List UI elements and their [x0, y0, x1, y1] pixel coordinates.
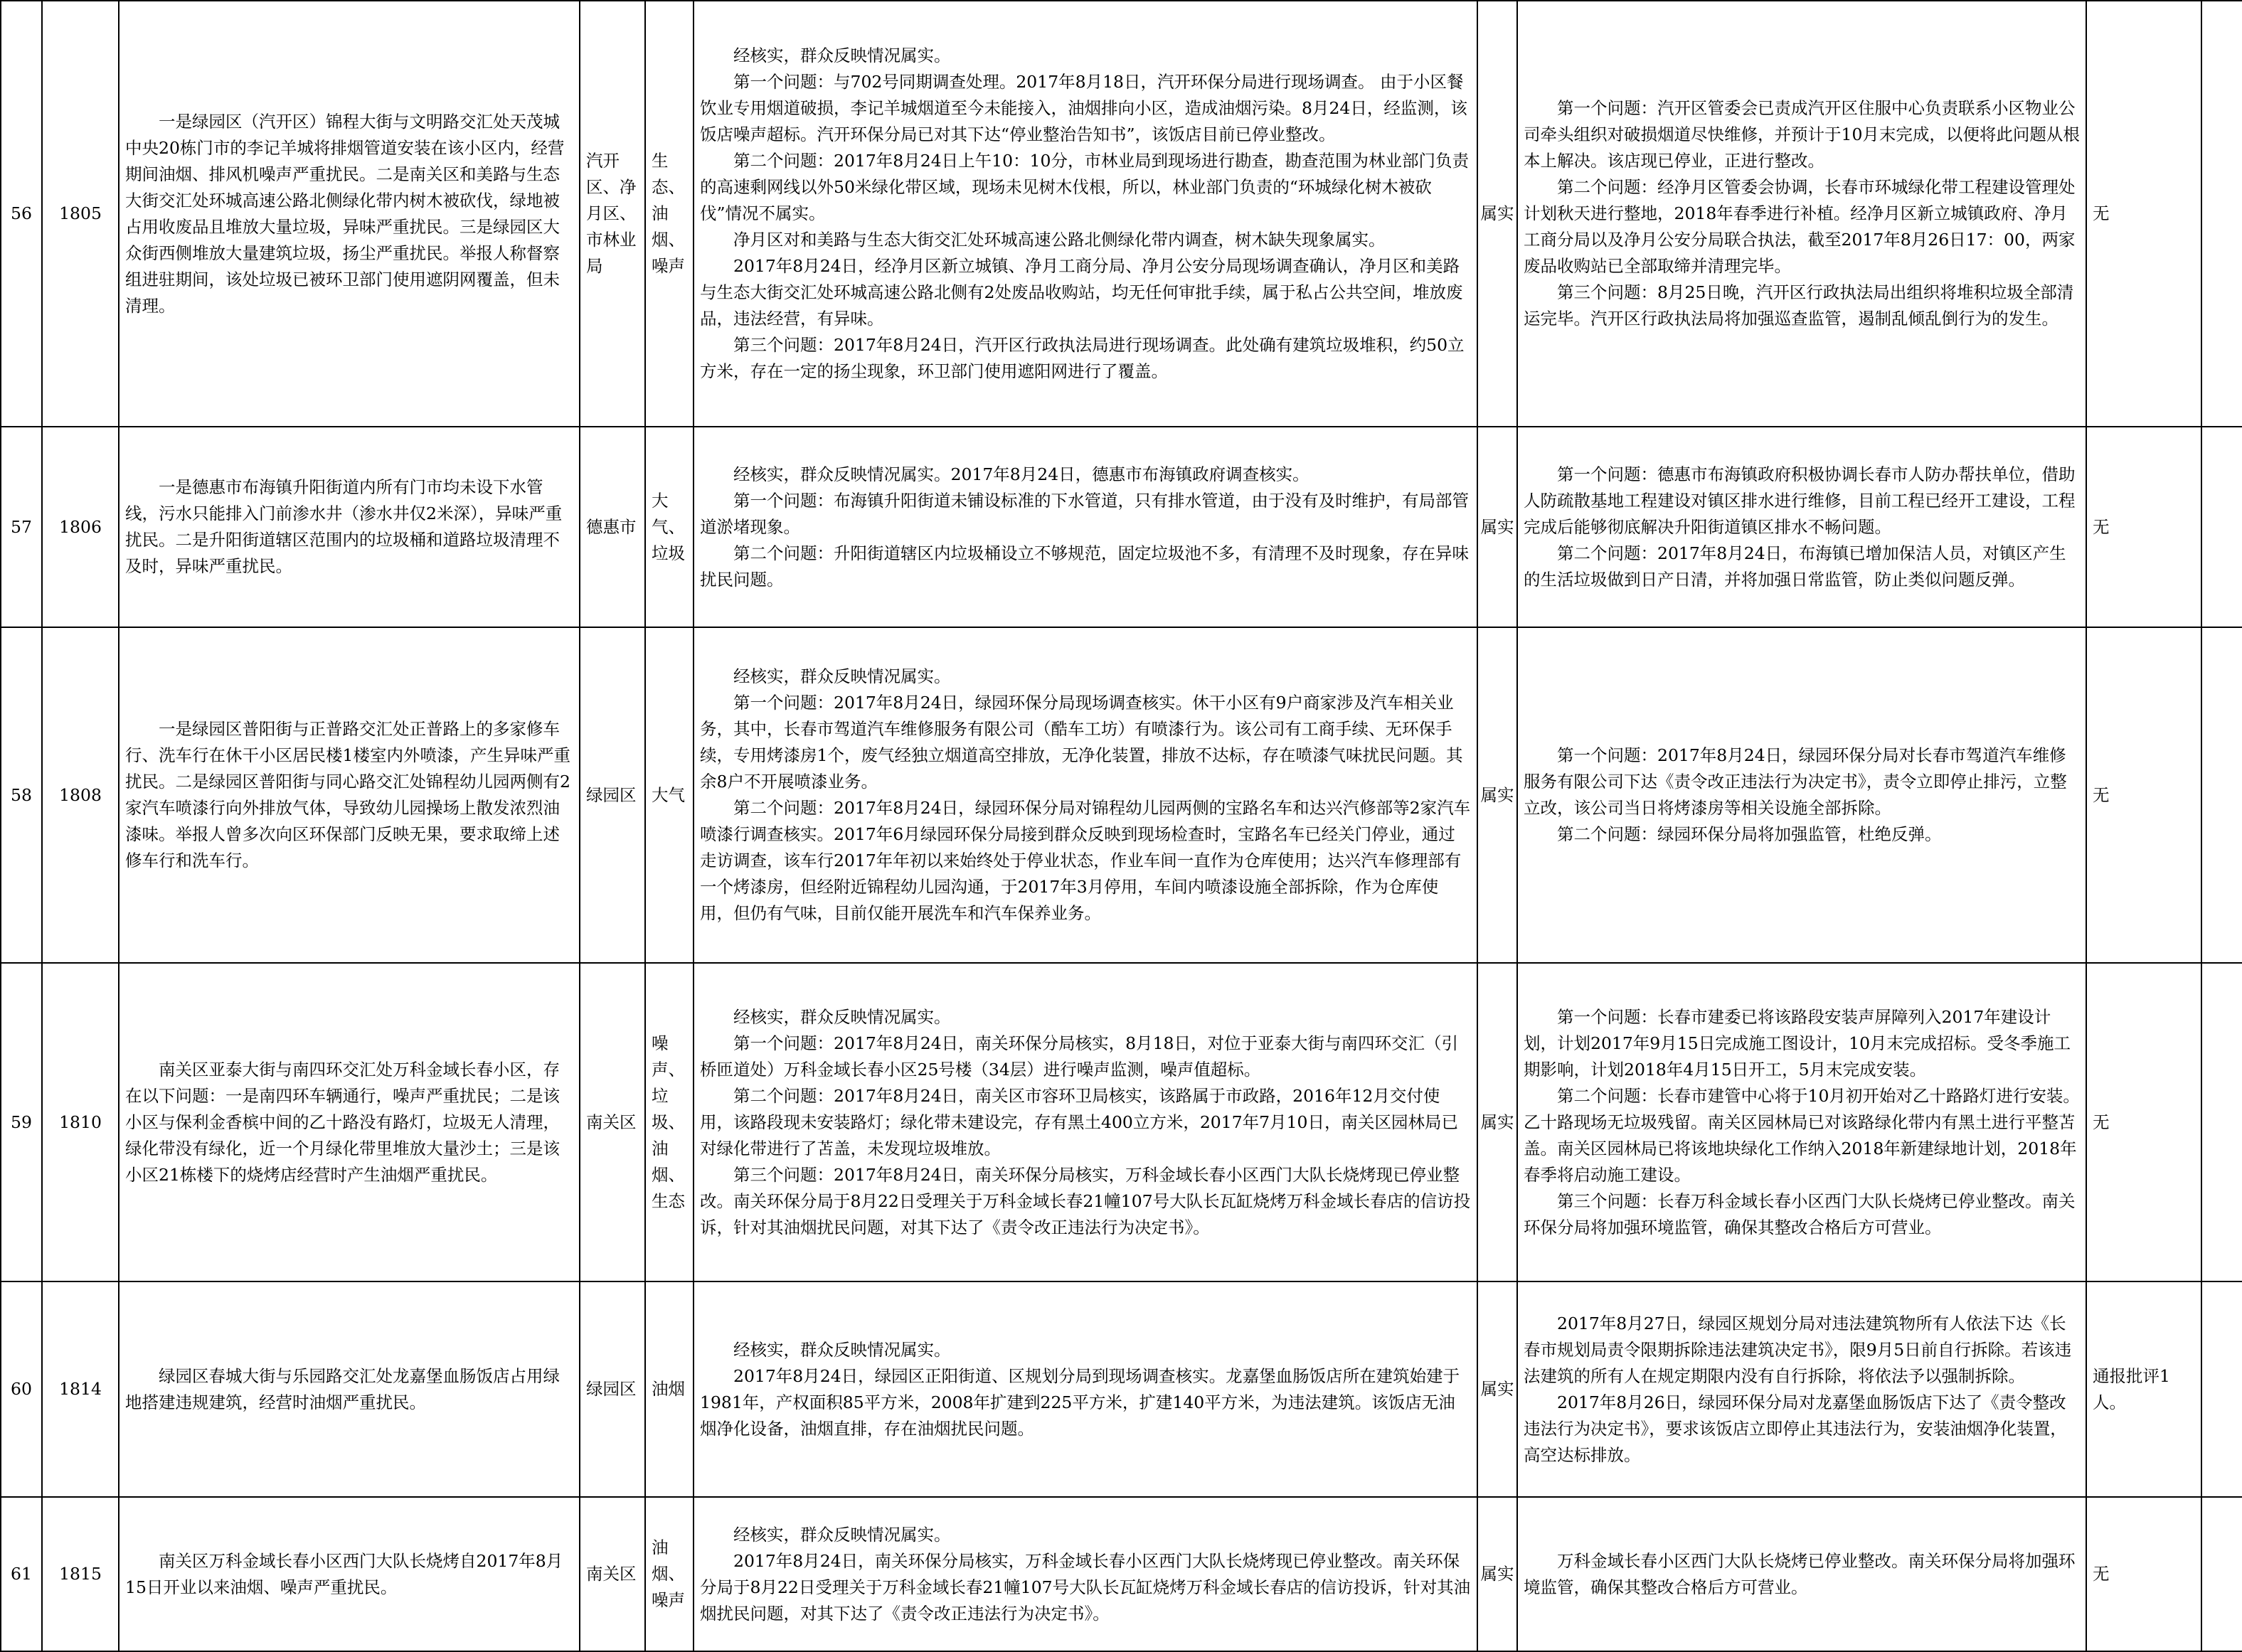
complaint-id: 1805	[42, 1, 119, 427]
row-number: 57	[1, 427, 42, 627]
verification-result: 属实	[1477, 427, 1517, 627]
rectification-paragraph: 第一个问题：2017年8月24日，绿园环保分局对长春市驾道汽车维修服务有限公司下达《责令改正违法行为决定书》，责令立即停止排污，立整立改，该公司当日将烤漆房等相关设施全部拆除。	[1524, 745, 2067, 818]
complaint-text	[119, 627, 580, 963]
complaint-id: 1815	[42, 1497, 119, 1651]
complaint-id: 1806	[42, 427, 119, 627]
verification-result: 属实	[1477, 1, 1517, 427]
pollution-type-text: 大气、垃圾	[652, 490, 685, 563]
district-text: 德惠市	[586, 516, 637, 537]
verification-paragraph: 第二个问题：2017年8月24日上午10：10分，市林业局到现场进行勘查，勘查范围为林业部门负责的高速剩网线以外50米绿化带区域，现场未见树木伐根，所以，林业部门负责的“环城绿化树木被砍伐”情况不属实。	[700, 151, 1469, 223]
verification-result: 属实	[1477, 627, 1517, 963]
pollution-type-text: 生态、油烟、噪声	[652, 151, 685, 276]
verification-paragraph: 第一个问题：2017年8月24日，南关环保分局核实，8月18日，对位于亚泰大街与南四环交汇（引桥匝道处）万科金域长春小区25号楼（34层）进行噪声监测，噪声值超标。	[700, 1033, 1459, 1080]
complaint-paragraph: 南关区万科金域长春小区西门大队长烧烤自2017年8月15日开业以来油烟、噪声严重扰民。	[125, 1550, 563, 1597]
accountability-cell: 通报批评1人。	[2086, 1281, 2201, 1497]
verification-paragraph: 2017年8月24日，绿园区正阳街道、区规划分局到现场调查核实。龙嘉堡血肠饭店所在建筑始建于1981年，产权面积85平方米，2008年扩建到225平方米，扩建140平方米，为违法建筑。该饭店无油烟净化设备，油烟直排，存在油烟扰民问题。	[700, 1365, 1460, 1439]
rectification-paragraph: 2017年8月26日，绿园环保分局对龙嘉堡血肠饭店下达了《责令整改违法行为决定书》，要求该饭店立即停止其违法行为，安装油烟净化装置，高空达标排放。	[1524, 1392, 2067, 1465]
district-text: 绿园区	[586, 1379, 637, 1399]
verification-cell	[694, 963, 1477, 1281]
rectification-paragraph: 第三个问题：长春万科金域长春小区西门大队长烧烤已停业整改。南关环保分局将加强环境监管，确保其整改合格后方可营业。	[1524, 1190, 2076, 1237]
verification-paragraph: 2017年8月24日，南关环保分局核实，万科金域长春小区西门大队长烧烤现已停业整改。南关环保分局于8月22日受理关于万科金域长春21幢107号大队长瓦缸烧烤万科金域长春店的信访投诉，针对其油烟扰民问题，对其下达了《责令改正违法行为决定书》。	[700, 1550, 1471, 1624]
district-cell	[580, 1, 645, 427]
rectification-cell	[1517, 627, 2086, 963]
verification-paragraph: 第一个问题：2017年8月24日，绿园环保分局现场调查核实。休干小区有9户商家涉及汽车相关业务，其中，长春市驾道汽车维修服务有限公司（酷车工坊）有喷漆行为。该公司有工商手续、无环保手续，专用烤漆房1个，废气经独立烟道高空排放，无净化装置，排放不达标，存在喷漆气味扰民问题。其余8户不开展喷漆业务。	[700, 693, 1463, 792]
table-row	[1, 1281, 2242, 1497]
verification-paragraph: 经核实，群众反映情况属实。	[733, 1006, 951, 1027]
district-text: 绿园区	[586, 784, 637, 805]
rectification-cell	[1517, 427, 2086, 627]
complaint-paragraph: 绿园区春城大街与乐园路交汇处龙嘉堡血肠饭店占用绿地搭建违规建筑，经营时油烟严重扰民。	[125, 1365, 560, 1412]
pollution-type-cell	[645, 963, 694, 1281]
district-cell	[580, 963, 645, 1281]
verification-cell	[694, 1281, 1477, 1497]
verification-paragraph: 净月区对和美路与生态大街交汇处环城高速公路北侧绿化带内调查，树木缺失现象属实。	[733, 230, 1386, 250]
complaint-text	[119, 1, 580, 427]
rectification-paragraph: 万科金域长春小区西门大队长烧烤已停业整改。南关环保分局将加强环境监管，确保其整改合格后方可营业。	[1524, 1550, 2076, 1597]
rectification-cell	[1517, 1497, 2086, 1651]
row-number: 61	[1, 1497, 42, 1651]
table-body	[1, 1, 2242, 1651]
verification-paragraph: 第一个问题：与702号同期调查处理。2017年8月18日，汽开环保分局进行现场调查。 由于小区餐饮业专用烟道破损，李记羊城烟道至今未能接入，油烟排向小区，造成油烟污染。8月24日，经监测，该饭店噪声超标。汽开环保分局已对其下达“停业整治告知书”，该饭店目前已停业整改。	[700, 72, 1467, 144]
pollution-type-cell	[645, 1281, 694, 1497]
rectification-paragraph: 第一个问题：德惠市布海镇政府积极协调长春市人防办帮扶单位，借助人防疏散基地工程建设对镇区排水进行维修，目前工程已经开工建设，工程完成后能够彻底解决升阳街道镇区排水不畅问题。	[1524, 464, 2076, 537]
pollution-type-cell	[645, 1, 694, 427]
verification-paragraph: 经核实，群众反映情况属实。	[733, 1524, 951, 1545]
rectification-cell	[1517, 1, 2086, 427]
accountability-cell: 无	[2086, 1, 2201, 427]
verification-cell	[694, 427, 1477, 627]
rectification-paragraph: 2017年8月27日，绿园区规划分局对违法建筑物所有人依法下达《长春市规划局责令限期拆除违法建筑决定书》，限9月5日前自行拆除。若该违法建筑的所有人在规定期限内没有自行拆除，将依法予以强制拆除。	[1524, 1313, 2072, 1386]
pollution-type-text: 噪声、垃圾、油烟、生态	[652, 1033, 685, 1211]
rectification-paragraph: 第二个问题：长春市建管中心将于10月初开始对乙十路路灯进行安装。乙十路现场无垃圾残留。南关区园林局已对该路绿化带内有黑土进行平整苫盖。南关区园林局已将该地块绿化工作纳入2018年新建绿地计划，2018年春季将启动施工建设。	[1524, 1085, 2080, 1185]
rectification-paragraph: 第二个问题：经净月区管委会协调，长春市环城绿化带工程建设管理处计划秋天进行整地，2018年春季进行补植。经净月区新立城镇政府、净月工商分局以及净月公安分局联合执法，截至2017年8月26日17：00，两家废品收购站已全部取缔并清理完毕。	[1524, 177, 2076, 276]
verification-paragraph: 第二个问题：2017年8月24日，绿园环保分局对锦程幼儿园两侧的宝路名车和达兴汽修部等2家汽车喷漆行调查核实。2017年6月绿园环保分局接到群众反映到现场检查时，宝路名车已经关门停业，通过走访调查，该车行2017年年初以来始终处于停业状态，作业车间一直作为仓库使用；达兴汽车修理部有一个烤漆房，但经附近锦程幼儿园沟通，于2017年3月停用，车间内喷漆设施全部拆除，作为仓库使用，但仍有气味，目前仅能开展洗车和汽车保养业务。	[700, 798, 1471, 923]
rectification-paragraph: 第一个问题：汽开区管委会已责成汽开区住服中心负责联系小区物业公司牵头组织对破损烟道尽快维修，并预计于10月末完成，以便将此问题从根本上解决。该店现已停业，正进行整改。	[1524, 98, 2080, 171]
complaint-text	[119, 427, 580, 627]
accountability-cell: 无	[2086, 1497, 2201, 1651]
verification-paragraph: 经核实，群众反映情况属实。	[733, 46, 951, 65]
remark-cell	[2201, 627, 2242, 963]
complaint-text	[119, 1497, 580, 1651]
rectification-cell	[1517, 963, 2086, 1281]
table-row	[1, 1, 2242, 427]
verification-paragraph: 经核实，群众反映情况属实。	[733, 1339, 951, 1360]
complaint-id: 1810	[42, 963, 119, 1281]
table-row	[1, 627, 2242, 963]
complaint-paragraph: 一是绿园区（汽开区）锦程大街与文明路交汇处天茂城中央20栋门市的李记羊城将排烟管道安装在该小区内，经营期间油烟、排风机噪声严重扰民。二是南关区和美路与生态大街交汇处环城高速公路北侧绿化带内树木被砍伐，绿地被占用收废品且堆放大量垃圾，异味严重扰民。三是绿园区大众街西侧堆放大量建筑垃圾，扬尘严重扰民。举报人称督察组进驻期间，该处垃圾已被环卫部门使用遮阴网覆盖，但未清理。	[125, 111, 565, 316]
rectification-paragraph: 第二个问题：绿园环保分局将加强监管，杜绝反弹。	[1557, 824, 1942, 844]
table-row	[1, 427, 2242, 627]
verification-paragraph: 2017年8月24日，经净月区新立城镇、净月工商分局、净月公安分局现场调查确认，净月区和美路与生态大街交汇处环城高速公路北侧有2处废品收购站，均无任何审批手续，属于私占公共空间，堆放废品，违法经营，有异味。	[700, 256, 1463, 329]
pollution-type-cell	[645, 627, 694, 963]
verification-paragraph: 第二个问题：2017年8月24日，南关区市容环卫局核实，该路属于市政路，2016年12月交付使用，该路段现未安装路灯；绿化带未建设完，存有黑土400立方米，2017年7月10日，南关区园林局已对绿化带进行了苫盖，未发现垃圾堆放。	[700, 1085, 1459, 1158]
remark-cell	[2201, 1281, 2242, 1497]
table-row	[1, 1497, 2242, 1651]
complaint-text	[119, 1281, 580, 1497]
pollution-type-cell	[645, 1497, 694, 1651]
accountability-cell: 无	[2086, 427, 2201, 627]
rectification-paragraph: 第一个问题：长春市建委已将该路段安装声屏障列入2017年建设计划，计划2017年9月15日完成施工图设计，10月末完成招标。受冬季施工期影响，计划2018年4月15日开工，5月末完成安装。	[1524, 1006, 2071, 1080]
rectification-paragraph: 第三个问题：8月25日晚，汽开区行政执法局出组织将堆积垃圾全部清运完毕。汽开区行政执法局将加强巡查监管，遏制乱倾乱倒行为的发生。	[1524, 282, 2074, 329]
row-number: 59	[1, 963, 42, 1281]
complaint-id: 1808	[42, 627, 119, 963]
verification-paragraph: 第三个问题：2017年8月24日，汽开区行政执法局进行现场调查。此处确有建筑垃圾堆积，约50立方米，存在一定的扬尘现象，环卫部门使用遮阳网进行了覆盖。	[700, 335, 1465, 381]
verification-result: 属实	[1477, 1497, 1517, 1651]
verification-paragraph: 经核实，群众反映情况属实。2017年8月24日，德惠市布海镇政府调查核实。	[733, 464, 1309, 484]
verification-cell	[694, 1497, 1477, 1651]
verification-result: 属实	[1477, 1281, 1517, 1497]
district-text: 汽开区、净月区、市林业局	[586, 151, 637, 276]
verification-paragraph: 第三个问题：2017年8月24日，南关环保分局核实，万科金域长春小区西门大队长烧烤现已停业整改。南关环保分局于8月22日受理关于万科金域长春21幢107号大队长瓦缸烧烤万科金域长春店的信访投诉，针对其油烟扰民问题，对其下达了《责令改正违法行为决定书》。	[700, 1164, 1471, 1237]
complaint-paragraph: 南关区亚泰大街与南四环交汇处万科金域长春小区，存在以下问题：一是南四环车辆通行，噪声严重扰民；二是该小区与保利金香槟中间的乙十路没有路灯，垃圾无人清理，绿化带没有绿化，近一个月绿化带里堆放大量沙土；三是该小区21栋楼下的烧烤店经营时产生油烟严重扰民。	[125, 1059, 560, 1185]
row-number: 56	[1, 1, 42, 427]
rectification-paragraph: 第二个问题：2017年8月24日，布海镇已增加保洁人员，对镇区产生的生活垃圾做到日产日清，并将加强日常监管，防止类似问题反弹。	[1524, 543, 2066, 590]
table-row	[1, 963, 2242, 1281]
remark-cell	[2201, 963, 2242, 1281]
pollution-type-text: 油烟、噪声	[652, 1538, 685, 1610]
district-text: 南关区	[586, 1564, 637, 1584]
district-text: 南关区	[586, 1112, 637, 1132]
pollution-type-text: 油烟	[652, 1379, 685, 1399]
verification-cell	[694, 1, 1477, 427]
complaint-paragraph: 一是绿园区普阳街与正普路交汇处正普路上的多家修车行、洗车行在休干小区居民楼1楼室内外喷漆，产生异味严重扰民。二是绿园区普阳街与同心路交汇处锦程幼儿园两侧有2家汽车喷漆行向外排放气体，导致幼儿园操场上散发浓烈油漆味。举报人曾多次向区环保部门反映无果，要求取缔上述修车行和洗车行。	[125, 719, 570, 870]
remark-cell	[2201, 1, 2242, 427]
verification-result: 属实	[1477, 963, 1517, 1281]
accountability-cell: 无	[2086, 963, 2201, 1281]
district-cell	[580, 1281, 645, 1497]
complaint-id: 1814	[42, 1281, 119, 1497]
district-cell	[580, 627, 645, 963]
district-cell	[580, 427, 645, 627]
verification-paragraph: 经核实，群众反映情况属实。	[733, 666, 951, 686]
accountability-cell: 无	[2086, 627, 2201, 963]
rectification-cell	[1517, 1281, 2086, 1497]
complaint-paragraph: 一是德惠市布海镇升阳街道内所有门市均未设下水管线，污水只能排入门前渗水井（渗水井仅2米深），异味严重扰民。二是升阳街道辖区范围内的垃圾桶和道路垃圾清理不及时，异味严重扰民。	[125, 477, 563, 576]
remark-cell	[2201, 1497, 2242, 1651]
district-cell	[580, 1497, 645, 1651]
pollution-type-cell	[645, 427, 694, 627]
verification-cell	[694, 627, 1477, 963]
pollution-type-text: 大气	[652, 784, 685, 805]
verification-paragraph: 第一个问题：布海镇升阳街道未铺设标准的下水管道，只有排水管道，由于没有及时维护，有局部管道淤堵现象。	[700, 490, 1469, 537]
row-number: 58	[1, 627, 42, 963]
row-number: 60	[1, 1281, 42, 1497]
remark-cell	[2201, 427, 2242, 627]
verification-paragraph: 第二个问题：升阳街道辖区内垃圾桶设立不够规范，固定垃圾池不多，有清理不及时现象，存在异味扰民问题。	[700, 543, 1469, 590]
complaint-text	[119, 963, 580, 1281]
